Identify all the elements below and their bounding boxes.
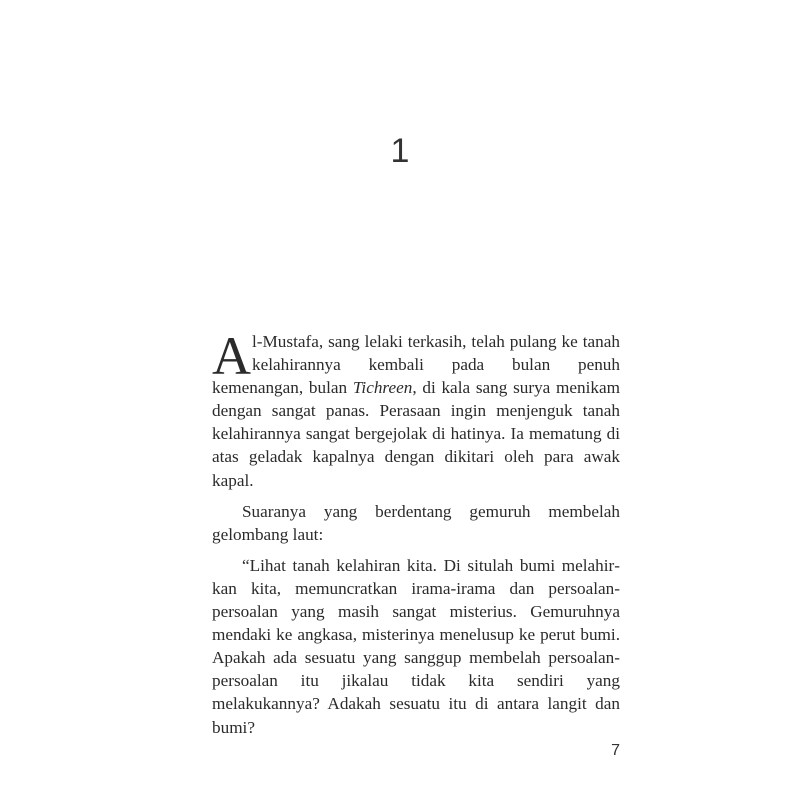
drop-cap: A <box>212 326 251 386</box>
body-text <box>212 326 620 739</box>
paragraph-second: Suaranya yang berdentang gemuruh membelah gelombang laut: <box>212 501 620 544</box>
chapter-number: 1 <box>390 132 410 170</box>
month-name: Tichreen <box>352 378 413 398</box>
page-number: 7 <box>611 742 620 759</box>
paragraph-opening <box>212 326 620 492</box>
paragraph-opening-text-continued: , di kala sang surya menikam dengan sangat panas. Perasaan ingin menjenguk tanah kelahirannya sangat bergejolak di hatinya. Ia mematung di atas geladak kapalnya dengan dikitari oleh para awak kapal. <box>212 378 620 490</box>
paragraph-quote: “Lihat tanah kelahiran kita. Di situlah bumi melahirkan kita, memuncratkan irama-irama dan persoalan-persoalan yang masih sangat misterius. Gemuruhnya mendaki ke angkasa, misterinya menelusup ke perut bumi. Apakah ada sesuatu yang sanggup membelah persoalan-persoalan itu jikalau tidak kita sendiri yang melakukannya? Adakah sesuatu itu di antara langit dan bumi? <box>212 555 620 737</box>
paragraph-opening-text: l-Mustafa, sang lelaki terkasih, telah pulang ke tanah kelahirannya kembali pada bulan penuh kemenangan, bulan <box>212 332 620 398</box>
